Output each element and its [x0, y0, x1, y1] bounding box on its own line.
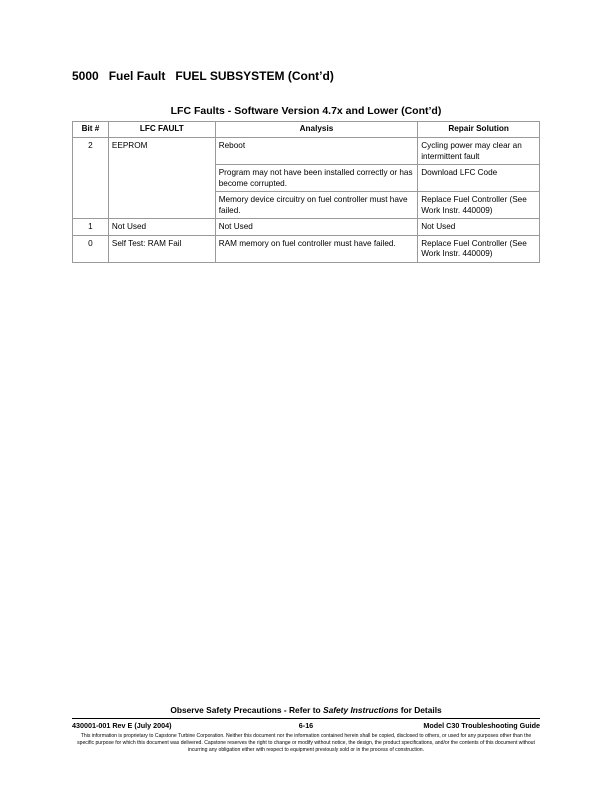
footer-divider [72, 718, 540, 719]
section-subsystem: FUEL SUBSYSTEM (Cont’d) [175, 69, 334, 83]
analysis-cell: Memory device circuitry on fuel controller must have failed. [215, 192, 417, 219]
table-row [73, 138, 540, 165]
header-repair-solution: Repair Solution [418, 122, 540, 138]
safety-notice [72, 705, 540, 715]
section-name: Fuel Fault [108, 69, 166, 83]
section-code: 5000 [72, 69, 99, 83]
repair-cell: Replace Fuel Controller (See Work Instr. 440009) [418, 192, 540, 219]
proprietary-notice: This information is proprietary to Capstone Turbine Corporation. Neither this document nor the information contained herein shall be copied, disclosed to others, or used for any purposes other than the specific purpose for which this document was delivered. Capstone reserves the right to change or modify without notice, the design, the product specifications, and/or the contents of this document without incurring any obligation either with respect to equipment previously sold or in the process of construction. [77, 733, 535, 753]
fault-cell: EEPROM [108, 138, 215, 165]
bit-cell [73, 192, 109, 219]
section-heading [72, 69, 334, 83]
bit-cell: 0 [73, 235, 109, 262]
analysis-cell: Not Used [215, 219, 417, 236]
repair-cell: Replace Fuel Controller (See Work Instr. 440009) [418, 235, 540, 262]
guide-title: Model C30 Troubleshooting Guide [423, 721, 540, 730]
analysis-cell: RAM memory on fuel controller must have failed. [215, 235, 417, 262]
page-number: 6-16 [298, 721, 314, 730]
header-lfc-fault: LFC FAULT [108, 122, 215, 138]
repair-cell: Download LFC Code [418, 165, 540, 192]
repair-cell: Not Used [418, 219, 540, 236]
fault-cell: Self Test: RAM Fail [108, 235, 215, 262]
header-bit: Bit # [73, 122, 109, 138]
analysis-cell: Program may not have been installed correctly or has become corrupted. [215, 165, 417, 192]
table-title: LFC Faults - Software Version 4.7x and Lower (Cont’d) [170, 105, 442, 117]
safety-instructions-reference: Safety Instructions [322, 705, 399, 715]
safety-suffix: for Details [398, 705, 442, 715]
analysis-cell: Reboot [215, 138, 417, 165]
fault-cell [108, 165, 215, 192]
table-row [73, 192, 540, 219]
header-analysis: Analysis [215, 122, 417, 138]
table-row [73, 165, 540, 192]
table-row [73, 219, 540, 236]
bit-cell [73, 165, 109, 192]
table-header-row [73, 122, 540, 138]
repair-cell: Cycling power may clear an intermittent fault [418, 138, 540, 165]
bit-cell: 1 [73, 219, 109, 236]
document-number: 430001-001 Rev E (July 2004) [72, 721, 172, 730]
lfc-faults-table [72, 121, 540, 263]
fault-cell [108, 192, 215, 219]
bit-cell: 2 [73, 138, 109, 165]
table-row [73, 235, 540, 262]
fault-cell: Not Used [108, 219, 215, 236]
safety-prefix: Observe Safety Precautions - Refer to [170, 705, 323, 715]
